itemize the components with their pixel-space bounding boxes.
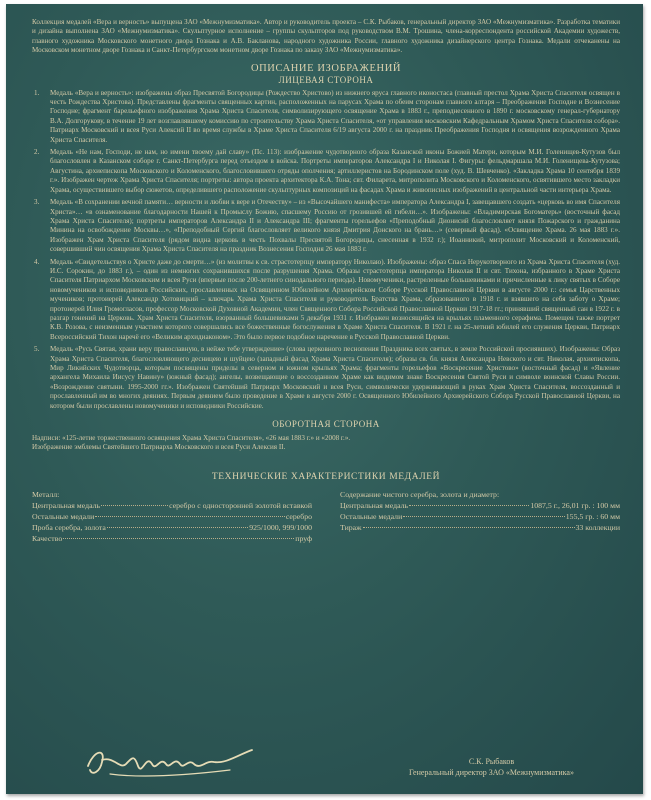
medal-item-number: 1. — [34, 88, 40, 97]
document-content — [32, 18, 620, 777]
signer-title: Генеральный директор ЗАО «Межнумизматика» — [409, 768, 574, 777]
dot-leader — [95, 516, 285, 517]
specs-right-column — [340, 489, 620, 544]
medal-item — [32, 89, 620, 145]
medal-item-number: 4. — [34, 257, 40, 266]
spec-row — [340, 500, 620, 511]
dot-leader — [403, 516, 565, 517]
spec-value: 33 коллекции — [575, 522, 620, 532]
signer-name: С.К. Рыбаков — [468, 757, 515, 766]
spec-value: серебро с односторонней золотой вставкой — [169, 500, 312, 510]
medal-item-text: Медаль «В сохранении вечной памяти… верности и любви к вере и Отечеству» – из «Высочайшего манифеста» императора Александра I, завещавшего создать «церковь во имя Спасителя Христа»… «в ознаменование благодарности Нашей к Промыслу Божию, спасшему Россию от грозившей ей гибели…». Изображены: «Владимирская Богоматерь» (восточный фасад Храма Христа Спасителя); портреты императоров Александра II и Александра III; фрагменты горельефов «Преподобный Дионисий благословляет князя Пожарского и гражданина Минина на освобождение Москвы…», «Преподобный Сергий благословляет великого князя Дмитрия Донского на брань…» (северный фасад). «Освящение Храма. 26 мая 1883 г.». Изображен Храм Христа Спасителя (рядом видна церковь в честь Похвалы Пресвятой Богородицы, снесенная в 1932 г.); Иоанникий, митрополит Московский и Коломенский, совершивший чин освящения Храма Христа Спасителя на праздник Вознесения Господня 26 мая 1883 г. — [50, 198, 620, 254]
specs-left-column — [32, 489, 312, 544]
medal-item — [32, 345, 620, 411]
handwritten-signature — [80, 736, 260, 786]
medal-item — [32, 198, 620, 254]
spec-value: 155,5 гр. : 60 мм — [565, 511, 620, 521]
reverse-line: Изображение эмблемы Святейшего Патриарха Московского и всея Руси Алексия II. — [32, 443, 286, 452]
spec-value: 925/1000, 999/1000 — [249, 522, 312, 532]
document-sheet — [6, 4, 643, 794]
medal-item-text: Медаль «Русь Святая, храни веру православную, в нейже тебе утверждение» (слова церковного песнопения Праздника всех святых, в земле Российской просиявших). Изображены: Образ Храма Христа Спасителя, благословляющего десницею и шуйцею (западный фасад Храма Христа Спасителя); образы св. бл. князя Александра Невского и свт. Николая, архиепископа, Мир Ликийских Чудотворца, которым посвящены приделы в северном и южном крыльях Храма; фрагменты горельефов «Воскресение Христово» (восточный фасад) и «Явление архангела Михаила Иисусу Навину» (южный фасад); ангелы, возвещающие о воссозданном Храме как видимом знаке Воскресения Святой Руси и символе воинской Славы России. «Возрождение святыни. 1995-2000 гг.». Изображен Святейший Патриарх Московский и всея Руси, символически удерживающий в руках Храм Христа Спасителя, воссозданный и прославленный им во многих деяниях. Первым деянием было проведение в Храме в августе 2000 г. Освященного Юбилейного Архиерейского Собора Русской Православной Церкви, на котором были прославлены новомученики и исповедники Российские. — [50, 345, 620, 410]
heading-tech: ТЕХНИЧЕСКИЕ ХАРАКТЕРИСТИКИ МЕДАЛЕЙ — [211, 471, 441, 482]
spec-label: Тираж — [340, 522, 362, 532]
dot-leader — [101, 505, 168, 506]
signer-info — [364, 756, 619, 778]
spec-label: Остальные медали — [340, 511, 403, 521]
dot-leader — [409, 505, 529, 506]
spec-row — [340, 511, 620, 522]
medal-item-text: Медаль «Свидетельствуя о Христе даже до смерти…» (из молитвы к св. страстотерпцу императору Николаю). Изображены: образ Спаса Нерукотворного из Храма Христа Спасителя (худ. И.С. Сорокин, до 1883 г.), – один из немногих сохранившихся после разрушения Храма. Образы страстотерпца императора Николая II и свт. Тихона, избранного в Храме Христа Спасителя Патриархом Московским и всея Руси (впервые после 200-летнего синодального периода). Новомученики, растреленные большевиками и причисленные к лику святых в Соборе новомучеников и исповедников Российских, прославленных на Освященном Юбилейном Архиерейском Соборе Русской Православной Церкви в августе 2000 г.: семья Царственных мучеников; протоиерей Александр Хотовицкий – ключарь Храма Христа Спасителя и руководитель Братства Храма, образованного в 1918 г. и взявшего на себя заботу о Храме; протоиерей Илия Громогласов, профессор Московской Духовной Академии, член Священного Собора Российской Православной Церкви 1917-18 гг.; принявший священный сан в 1922 г. в разгар гонений на Церковь. Храм Христа Спасителя, взорванный большевиками 5 декабря 1931 г. Изображен возносящийся на крыльях пламенного серафима. Помещен также портрет К.В. Розова, с неизменным участием которого совершались все божественные богослужения в Храме Христа Спасителя. В 1921 г. на 25-летний юбилей его служения Церкви, Патриарх Всероссийский Тихон наречё его «Великим архидиаконом». Это было первое подобное наречение в Русской Православной Церкви. — [50, 257, 620, 341]
tech-specs — [32, 489, 620, 544]
medal-item-number: 2. — [34, 148, 40, 157]
medal-item — [32, 258, 620, 343]
reverse-description — [32, 434, 620, 453]
heading-description: ОПИСАНИЕ ИЗОБРАЖЕНИЙ — [250, 62, 402, 74]
dot-leader — [107, 527, 248, 528]
spec-value: пруф — [295, 533, 312, 543]
spec-row — [340, 522, 620, 533]
spec-label: Остальные медали — [32, 511, 95, 521]
spec-row — [32, 500, 312, 511]
spec-value: серебро — [285, 511, 312, 521]
spec-label: Центральная медаль — [340, 500, 409, 510]
medal-item-number: 3. — [34, 198, 40, 207]
intro-paragraph: Коллекция медалей «Вера и верность» выпущена ЗАО «Межнумизматика». Автор и руководитель проекта – С.К. Рыбаков, генеральный директор ЗАО «Межнумизматика». Разработка тематики и дизайна выполнена ЗАО «Межнумизматика». Скульптурное исполнение – группы скульпторов под руководством В.М. Трошина, члена-корреспондента российской Академии художеств, главного художника Московского монетного двора Гознака и А.В. Бакланова, народного художника России, главного художника дизайнерского центра Гознака. Медали отчеканены на Московском монетном дворе Гознака и Санкт-Петербургском монетном дворе Гознака по заказу ЗАО «Межнумизматика». — [32, 18, 620, 55]
signature-block — [32, 730, 620, 794]
spec-row — [32, 522, 312, 533]
medal-item-number: 5. — [34, 345, 40, 354]
medal-item — [32, 148, 620, 195]
heading-reverse: ОБОРОТНАЯ СТОРОНА — [272, 419, 380, 430]
specs-right-head: Содержание чистого серебра, золота и диаметр: — [340, 489, 500, 499]
medal-item-text: Медаль «Вера и верность»: изображены образ Пресвятой Богородицы (Рождество Христово) из нижнего яруса главного иконостаса (главный престол Храма Христа Спасителя освящен в честь Рождества Христова). Представлены фрагменты священных картин, расположенных на парусах Храма по обеим сторонам главного алтаря – Преображение Господне и Вознесение Господне; фрагмент барельефного изображения Храма Христа Спасителя, символизирующего освящение Храма в 1883 г., преподнесенного в 1890 г. московскому генерал-губернатору В.А. Долгорукову, в течение 19 лет возглавлявшему комиссию по строительству Храма Христа Спасителя, «от управления московским Кафедральным Храмом Христа Спасителя собора». Патриарх Московский и всея Руси Алексий II во время службы в Храме Христа Спасителя 6/19 августа 2000 г. на праздник Преображения Господня и освящения возрожденного Храма Христа Спасителя. — [50, 88, 620, 144]
dot-leader — [363, 527, 575, 528]
spec-row — [32, 533, 312, 544]
medal-item-text: Медаль «Не нам, Господи, не нам, но имени твоему дай славу» (Пс. 113): изображение чудотворного образа Казанской иконы Божией Матери, которым М.И. Голенищев-Кутузов был благословлен в Казанском соборе г. Санкт-Петербурга перед отъездом в войска. Портреты императоров Александра I и Николая I. Фигуры: фельдмаршала М.И. Голенищева-Кутузова; Августина, архиепископа Московского и Коломенского, благословившего отряды ополчения; артиллеристов на Бородинском поле (худ. В. Шевченко). «Закладка Храма 10 сентября 1839 г.». Изображен чертеж Храма Христа Спасителя; портреты: автора проекта архитектора К.А. Тона; свт. Филарета, митрополита Московского и Коломенского, освятившего место закладки Храма, осуществившего выбор сюжетов, определившего расположение скульптурных композиций на фасадах Храма и живописных изображений в центральной части интерьера Храма. — [50, 148, 620, 194]
spec-label: Проба серебра, золота — [32, 522, 106, 532]
spec-label: Качество — [32, 533, 63, 543]
medal-list — [32, 89, 620, 411]
heading-obverse: ЛИЦЕВАЯ СТОРОНА — [278, 74, 374, 85]
spec-value: 1087,5 г., 26,01 гр. : 100 мм — [530, 500, 620, 510]
dot-leader — [63, 538, 294, 539]
spec-label: Центральная медаль — [32, 500, 101, 510]
specs-left-head: Металл: — [32, 489, 60, 499]
reverse-line: Надписи: «125-летие торжественного освящения Храма Христа Спасителя», «26 мая 1883 г.» и «2008 г.». — [32, 434, 351, 443]
spec-row — [32, 511, 312, 522]
